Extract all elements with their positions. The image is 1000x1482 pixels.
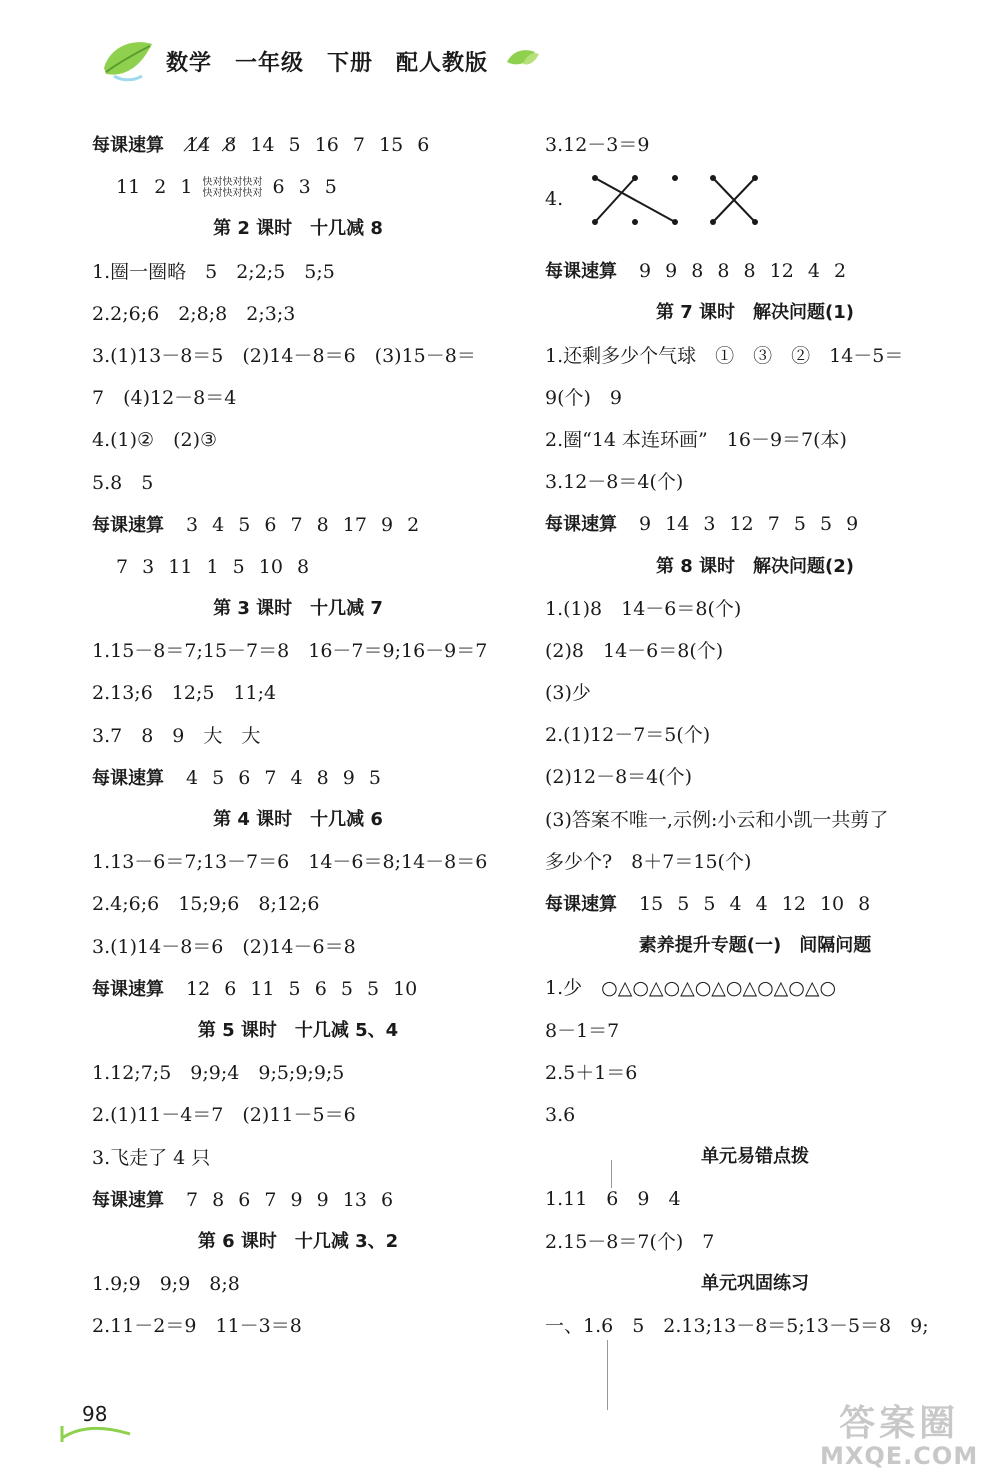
speed-calc-values: 7 8 6 7 9 9 13 6 [186, 1188, 394, 1211]
answer-line: 1.15－8＝7;15－7＝8 16－7＝9;16－9＝7 [92, 640, 488, 663]
answer-line: 2.4;6;6 15;9;6 8;12;6 [92, 893, 320, 916]
answer-line: 1.还剩多少个气球 ① ③ ② 14－5＝ [545, 344, 904, 367]
answer-line: 1.(1)8 14－6＝8(个) [545, 597, 742, 620]
answer-line: 1.圈一圈略 5 2;2;5 5;5 [92, 260, 335, 283]
leaf-icon [100, 38, 156, 84]
answer-column-right [545, 124, 965, 1347]
answer-line: 一、1.6 5 2.13;13－8＝5;13－5＝8 9; [545, 1314, 929, 1337]
answer-line: 1.9;9 9;9 8;8 [92, 1273, 240, 1296]
answer-line: 1.少 ○△○△○△○△○△○△○△○ [545, 977, 837, 1000]
footer-leaf-icon [60, 1420, 140, 1444]
speed-calc-values: 3 4 5 6 7 8 17 9 2 [186, 513, 420, 536]
answer-line: 5.8 5 [92, 471, 154, 494]
answer-line: 2.15－8＝7(个) 7 [545, 1230, 715, 1253]
lesson-title: 第 2 课时 十几减 8 [213, 218, 383, 240]
speed-calc-row [92, 504, 504, 546]
speed-calc-values: 15 5 5 4 4 12 10 8 [639, 893, 871, 915]
small-leaf-icon [505, 48, 541, 68]
scan-mark [611, 1160, 612, 1188]
answer-column-left [92, 124, 504, 1347]
speed-calc-label: 每课速算 [92, 767, 164, 789]
answer-line: 2.11－2＝9 11－3＝8 [92, 1315, 302, 1338]
answer-line: 3.(1)14－8＝6 (2)14－6＝8 [92, 935, 356, 958]
speed-calc-values: 9 14 3 12 7 5 5 9 [639, 513, 859, 536]
answer-line: 2.13;6 12;5 11;4 [92, 682, 277, 705]
answer-line: 2.(1)12－7＝5(个) [545, 724, 711, 747]
speed-calc-label: 每课速算 [92, 135, 164, 156]
answer-number: 4. [545, 188, 564, 211]
answer-line: (3)答案不唯一,示例:小云和小凯一共剪了 [545, 808, 889, 831]
answer-values: 11 2 1 [116, 176, 193, 199]
lesson-title: 单元易错点拨 [701, 1146, 809, 1168]
answer-line: 3.7 8 9 大 大 [92, 724, 261, 747]
speed-calc-values: 7 3 11 1 5 10 8 [116, 555, 310, 578]
lesson-title: 第 8 课时 解决问题(2) [655, 555, 855, 577]
lesson-title: 第 4 课时 十几减 6 [213, 809, 383, 830]
speed-calc-row [545, 250, 965, 292]
answer-line: 4.(1)② (2)③ [92, 429, 218, 452]
handwritten-note: 快对快对快对 快对快对快对 [202, 177, 263, 200]
answer-line: (2)12－8＝4(个) [545, 766, 693, 789]
watermark-logo: 答案圈 MXQE.COM [820, 1403, 979, 1470]
answer-values: 6 3 5 [272, 176, 337, 199]
answer-line: 2.5＋1＝6 [545, 1061, 638, 1084]
matching-lines-diagram [575, 166, 775, 234]
lesson-title: 第 6 课时 十几减 3、2 [197, 1230, 399, 1252]
lesson-title: 第 3 课时 十几减 7 [213, 598, 383, 620]
page-header [90, 32, 550, 88]
answer-line: 多少个? 8＋7＝15(个) [545, 850, 752, 873]
answer-line: 3.12－8＝4(个) [545, 471, 684, 494]
answer-line: 9(个) 9 [545, 386, 623, 409]
speed-calc-label: 每课速算 [545, 261, 617, 283]
speed-calc-label: 每课速算 [92, 1189, 164, 1211]
answer-line: 1.13－6＝7;13－7＝6 14－6＝8;14－8＝6 [92, 851, 488, 874]
speed-calc-label: 每课速算 [545, 514, 617, 536]
answer-line: 3.12－3＝9 [545, 134, 650, 156]
answer-line: 7 (4)12－8＝4 [92, 387, 237, 410]
answer-line: (2)8 14－6＝8(个) [545, 639, 724, 662]
speed-calc-row [92, 968, 504, 1010]
answer-line: 2.(1)11－4＝7 (2)11－5＝6 [92, 1104, 356, 1127]
speed-calc-values: 4 5 6 7 4 8 9 5 [186, 766, 381, 789]
speed-calc-label: 每课速算 [92, 514, 164, 536]
answer-line: 3.飞走了 4 只 [92, 1146, 211, 1169]
page-number: 98 [82, 1402, 108, 1426]
answer-line: 8－1＝7 [545, 1019, 620, 1042]
speed-calc-row [92, 757, 504, 799]
speed-calc-label: 每课速算 [92, 978, 164, 1000]
answer-line [92, 166, 504, 208]
lesson-title: 第 7 课时 解决问题(1) [655, 302, 855, 324]
answer-line-crosses [545, 166, 965, 250]
speed-calc-values: 1̸4̸ 8̸ 14 5 16 7 15 6 [186, 134, 430, 156]
speed-calc-row [92, 1179, 504, 1221]
speed-calc-row [545, 883, 965, 925]
speed-calc-row [92, 124, 504, 166]
answer-line: 1.12;7;5 9;9;4 9;5;9;9;5 [92, 1062, 345, 1085]
answer-line: 2.2;6;6 2;8;8 2;3;3 [92, 302, 296, 325]
answer-line [92, 546, 504, 588]
header-title: 数学 一年级 下册 配人教版 [166, 51, 489, 76]
scan-mark [607, 1340, 608, 1410]
speed-calc-values: 9 9 8 8 8 12 4 2 [639, 260, 847, 283]
speed-calc-label: 每课速算 [545, 894, 617, 915]
answer-line: 3.6 [545, 1103, 576, 1126]
answer-line: 2.圈“14 本连环画” 16－9＝7(本) [545, 428, 847, 451]
lesson-title: 素养提升专题(一) 间隔问题 [638, 935, 872, 957]
answer-line: 1.11 6 9 4 [545, 1188, 681, 1211]
answer-line: 3.(1)13－8＝5 (2)14－8＝6 (3)15－8＝ [92, 344, 476, 367]
lesson-title: 第 5 课时 十几减 5、4 [197, 1019, 399, 1041]
speed-calc-values: 12 6 11 5 6 5 5 10 [186, 977, 418, 1000]
speed-calc-row [545, 503, 965, 545]
lesson-title: 单元巩固练习 [701, 1272, 809, 1294]
answer-line: (3)少 [545, 682, 591, 705]
